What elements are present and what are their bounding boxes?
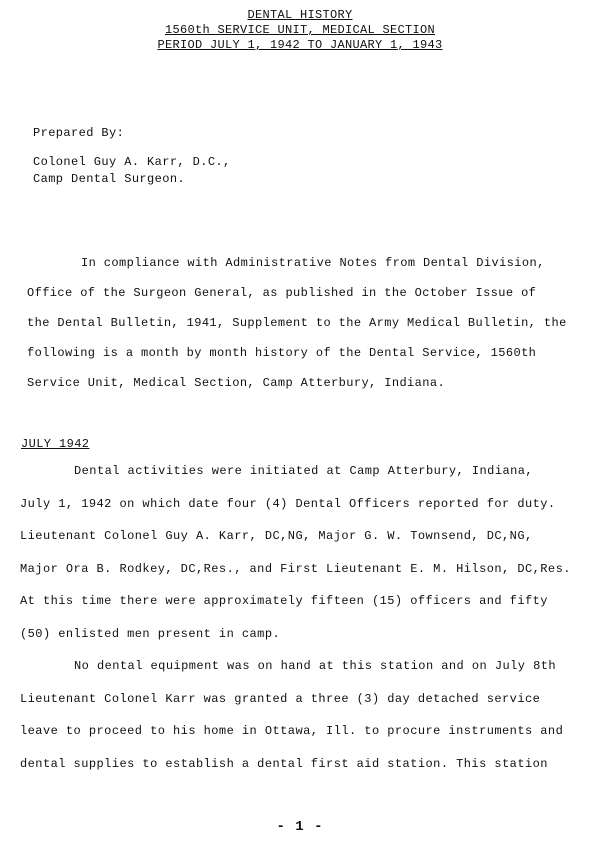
body-line: Major Ora B. Rodkey, DC,Res., and First Lieutenant E. M. Hilson, DC,Res. [20,561,571,576]
body-line: Lieutenant Colonel Karr was granted a three (3) day detached service [20,691,541,706]
intro-paragraph [27,256,577,406]
section-heading: JULY 1942 [21,437,90,451]
body-line: July 1, 1942 on which date four (4) Dental Officers reported for duty. [20,496,556,511]
author-name: Colonel Guy A. Karr, D.C., [33,155,231,169]
intro-line: Service Unit, Medical Section, Camp Atterbury, Indiana. [27,376,446,390]
intro-line: Office of the Surgeon General, as published in the October Issue of [27,286,537,300]
author-block [33,154,231,188]
intro-line: In compliance with Administrative Notes from Dental Division, [81,256,545,270]
document-header [0,8,600,53]
section-body [20,464,580,789]
header-title: DENTAL HISTORY [247,8,353,22]
intro-line: following is a month by month history of the Dental Service, 1560th [27,346,537,360]
header-period: PERIOD JULY 1, 1942 TO JANUARY 1, 1943 [157,38,443,52]
body-line: No dental equipment was on hand at this station and on July 8th [74,659,557,673]
body-line: Dental activities were initiated at Camp Atterbury, Indiana, [74,464,534,478]
intro-line: the Dental Bulletin, 1941, Supplement to the Army Medical Bulletin, the [27,316,567,330]
body-line: dental supplies to establish a dental first aid station. This station [20,756,548,771]
body-line: (50) enlisted men present in camp. [20,626,281,641]
page-number: - 1 - [276,819,324,835]
body-line: leave to proceed to his home in Ottawa, Ill. to procure instruments and [20,724,564,738]
header-unit: 1560th SERVICE UNIT, MEDICAL SECTION [164,23,436,37]
author-title: Camp Dental Surgeon. [33,172,186,186]
body-line: Lieutenant Colonel Guy A. Karr, DC,NG, Major G. W. Townsend, DC,NG, [20,529,533,543]
prepared-by-label: Prepared By: [33,126,125,140]
body-line: At this time there were approximately fifteen (15) officers and fifty [20,594,548,608]
